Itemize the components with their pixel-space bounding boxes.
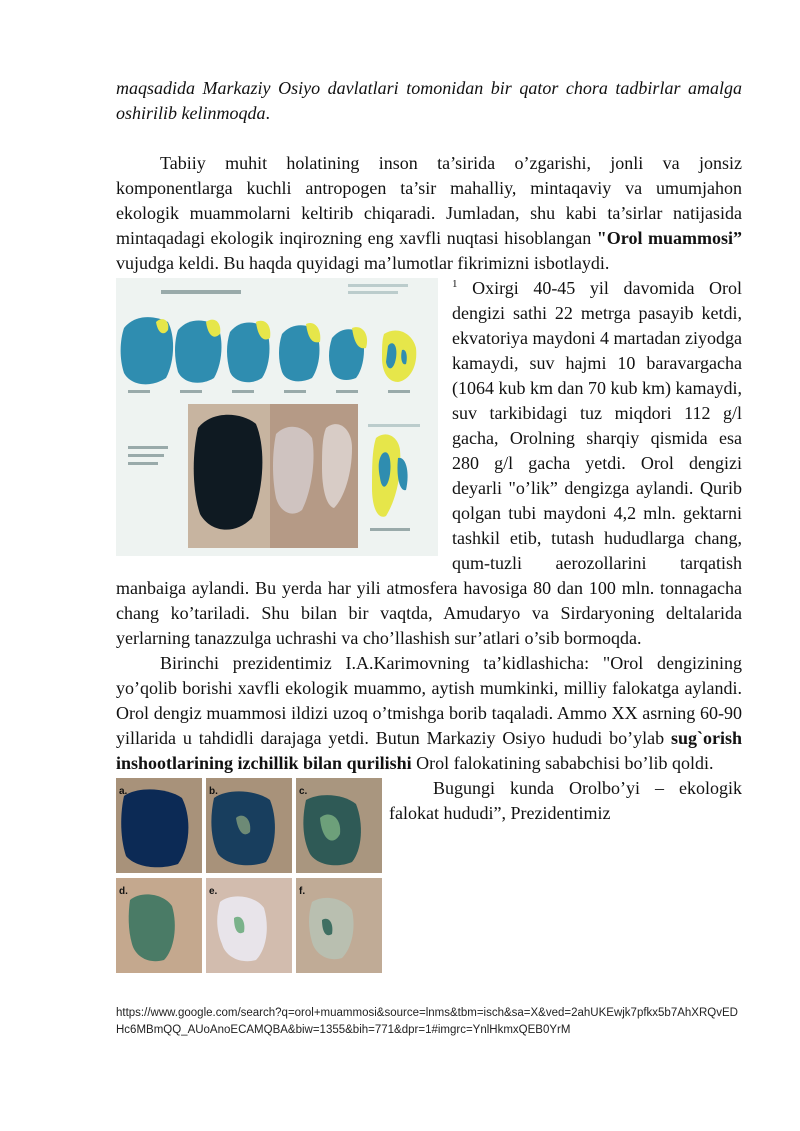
footnote-source-link[interactable] <box>116 1005 746 1039</box>
panel-label-f: f. <box>299 886 306 897</box>
aral-sea-satellite-figure <box>116 778 382 973</box>
paragraph-environment <box>116 151 742 276</box>
quote-text-end: Orol falokatining sababchisi bo’lib qoldi. <box>411 753 714 773</box>
statistics-text: Oxirgi 40-45 yil davomida Orol dengizi sathi 22 metrga pasayib ketdi, ekvatoriya maydoni 4 martadan ziyodga kamaydi, suv hajmi 10 baravargacha (1064 kub km dan 70 kub km) kamaydi, suv tarkibidagi tuz miqdori 112 g/l gacha, Orolning sharqiy qismida esa 280 g/l gacha yetdi. Orol dengizi deyarli "o’lik” dengizga aylandi. Qurib qolgan tubi maydoni 4,2 mln. gektarni tashkil etib, tutash hududlarga chang, qum-tuzli aerozollarini tarqatish manbaiga aylandi. Bu yerda har yili atmosfera havosiga 80 dan 100 mln. tonnagacha chang ko’tariladi. Shu bilan bir vaqtda, Amudaryo va Sirdaryoning deltalarida yerlarning tanazzulga uchrashi va cho’llashish sur’atlari o’sib bormoqda. <box>116 278 742 648</box>
panel-label-d: d. <box>119 886 128 897</box>
intro-period: . <box>265 103 270 123</box>
footnote-marker: 1 <box>452 278 458 290</box>
irrigation-bold: sug`orish inshootlarining izchillik bilan qurilishi <box>116 728 742 773</box>
paragraph-gap <box>116 126 742 151</box>
aral-sea-maps-illustration <box>116 278 438 556</box>
aral-sea-shrinking-figure <box>116 278 438 556</box>
paragraph-intro <box>116 76 742 126</box>
env-text-end: vujudga keldi. Bu haqda quyidagi ma’lumotlar fikrimizni isbotlaydi. <box>116 253 610 273</box>
intro-italic-text: maqsadida Markaziy Osiyo davlatlari tomonidan bir qator chora tadbirlar amalga oshirilib kelinmoqda <box>116 78 742 123</box>
satellite-panels-illustration <box>116 778 382 973</box>
panel-label-e: e. <box>209 886 218 897</box>
panel-label-c: c. <box>299 786 308 797</box>
panel-label-a: a. <box>119 786 128 797</box>
orol-problem-bold: "Orol muammosi” <box>596 228 742 248</box>
panel-label-b: b. <box>209 786 218 797</box>
env-text-start: Tabiiy muhit holatining inson ta’sirida o’zgarishi, jonli va jonsiz komponentlarga kuchli antropogen ta’sir mahalliy, mintaqaviy va umumjahon ekologik muammolarni keltirib chiqaradi. Jumladan, shu kabi ta’sirlar natijasida mintaqadagi ekologik inqirozning eng xavfli nuqtasi hisoblangan <box>116 153 742 248</box>
paragraph-karimov-quote <box>116 651 742 776</box>
footnote-url[interactable]: https://www.google.com/search?q=orol+muammosi&source=lnms&tbm=isch&sa=X&ved=2ahUKEwjk7pfkx5b7AhXRQvEDHc6MBmQQ_AUoAnoECAMQBA&biw=1355&bih=771&dpr=1#imgrc=YnlHkmxQEB0YrM <box>116 1007 738 1036</box>
quote-text-start: Birinchi prezidentimiz I.A.Karimovning ta’kidlashicha: "Orol dengizining yo’qolib borishi xavfli ekologik muammo, aytish mumkinki, milliy falokatga aylandi. Orol dengiz muammosi ildizi uzoq o’tmishga borib taqaladi. Ammo XX asrning 60-90 yillarida u tahdidli darajaga yetdi. Butun Markaziy Osiyo hududi bo’ylab <box>116 653 742 748</box>
today-text: Bugungi kunda Orolbo’yi – ekologik falokat hududi”, Prezidentimiz <box>389 778 742 823</box>
document-page <box>116 76 742 973</box>
